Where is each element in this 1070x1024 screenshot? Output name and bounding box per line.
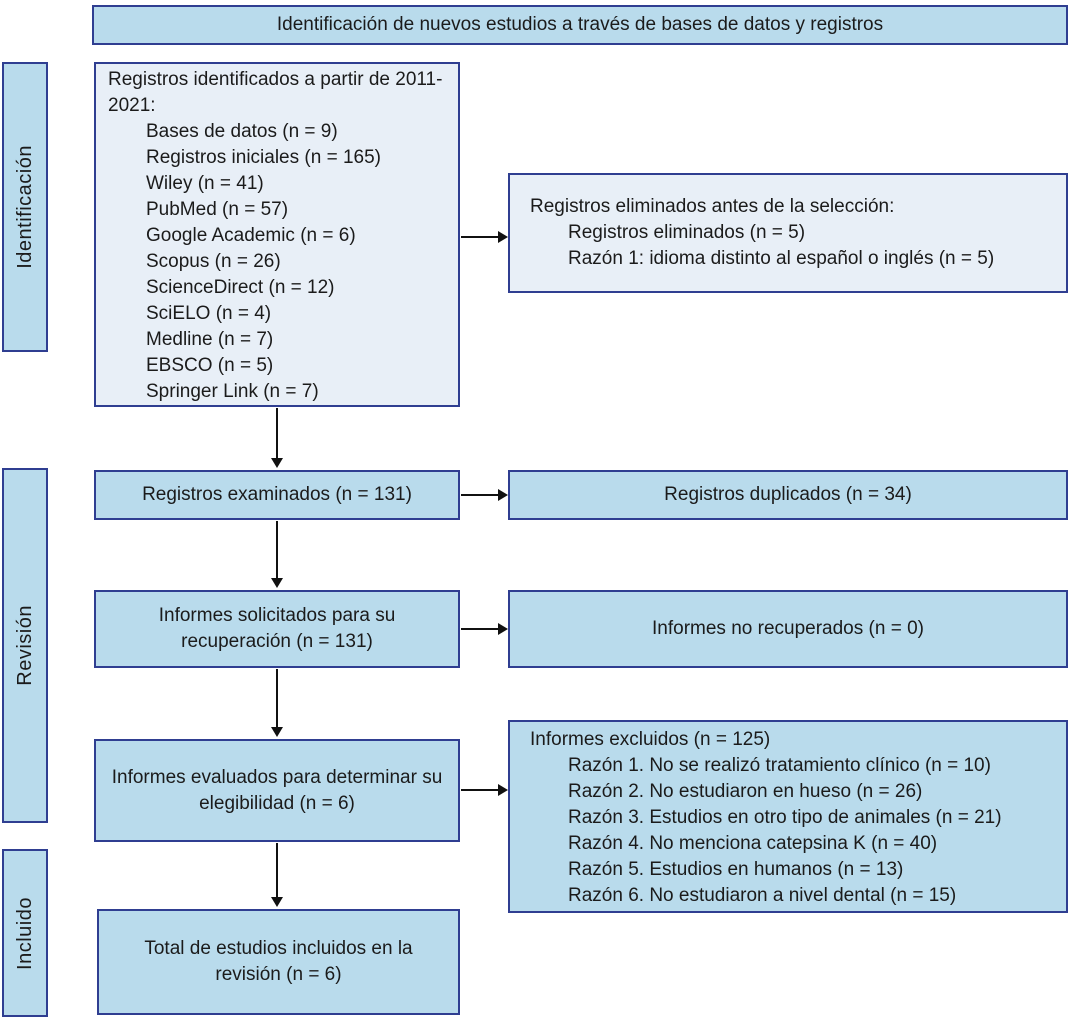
list-item: Razón 1. No se realizó tratamiento clínico (n = 10) bbox=[568, 755, 991, 776]
reports-sought-label: Informes solicitados para su recuperación (n = 131) bbox=[158, 605, 396, 652]
list-item: SciELO (n = 4) bbox=[146, 303, 272, 324]
phase-label-incluido: Incluido bbox=[13, 896, 36, 970]
studies-included-box bbox=[97, 909, 460, 1015]
reports-not-retrieved-box bbox=[508, 590, 1068, 668]
list-item: ScienceDirect (n = 12) bbox=[146, 277, 335, 298]
records-identified-heading: Registros identificados a partir de 2011-2021: bbox=[108, 69, 443, 116]
list-item: EBSCO (n = 5) bbox=[146, 355, 274, 376]
phase-label-revision: Revisión bbox=[13, 605, 36, 686]
list-item: Medline (n = 7) bbox=[146, 329, 274, 350]
list-item: Google Academic (n = 6) bbox=[146, 225, 356, 246]
arrow-right-assessed-to-excluded bbox=[461, 789, 498, 791]
records-screened-box bbox=[94, 470, 460, 520]
records-removed-box bbox=[508, 173, 1068, 293]
arrow-down-identified-to-screened bbox=[276, 408, 278, 458]
phase-bar-identificacion bbox=[2, 62, 48, 352]
phase-bar-incluido bbox=[2, 849, 48, 1017]
header-box bbox=[92, 5, 1068, 45]
list-item: Razón 2. No estudiaron en hueso (n = 26) bbox=[568, 781, 923, 802]
records-duplicated-label: Registros duplicados (n = 34) bbox=[664, 484, 912, 505]
reports-excluded-heading: Informes excluidos (n = 125) bbox=[530, 729, 771, 750]
phase-bar-revision bbox=[2, 468, 48, 823]
reports-assessed-label: Informes evaluados para determinar su elegibilidad (n = 6) bbox=[111, 766, 443, 814]
reports-assessed-box bbox=[94, 739, 460, 842]
list-item: Razón 4. No menciona catepsina K (n = 40) bbox=[568, 833, 938, 854]
arrow-right-identified-to-removed bbox=[461, 236, 498, 238]
list-item: Wiley (n = 41) bbox=[146, 173, 264, 194]
header-title: Identificación de nuevos estudios a través de bases de datos y registros bbox=[276, 14, 884, 35]
reports-sought-box bbox=[94, 590, 460, 668]
list-item: Razón 6. No estudiaron a nivel dental (n = 15) bbox=[568, 885, 957, 906]
phase-label-identificacion: Identificación bbox=[13, 145, 36, 269]
arrow-right-sought-to-notretrieved bbox=[461, 628, 498, 630]
list-item: Springer Link (n = 7) bbox=[146, 381, 319, 402]
records-screened-label: Registros examinados (n = 131) bbox=[142, 484, 412, 505]
records-removed-heading: Registros eliminados antes de la selección: bbox=[530, 196, 895, 217]
list-item: Scopus (n = 26) bbox=[146, 251, 281, 272]
arrow-down-sought-to-assessed bbox=[276, 669, 278, 727]
list-item: Razón 1: idioma distinto al español o inglés (n = 5) bbox=[568, 248, 995, 269]
studies-included-label: Total de estudios incluidos en la revisión (n = 6) bbox=[144, 938, 413, 985]
records-identified-box bbox=[94, 62, 460, 407]
list-item: Razón 3. Estudios en otro tipo de animales (n = 21) bbox=[568, 807, 1002, 828]
list-item: Registros eliminados (n = 5) bbox=[568, 222, 806, 243]
records-duplicated-box bbox=[508, 470, 1068, 520]
list-item: Razón 5. Estudios en humanos (n = 13) bbox=[568, 859, 904, 880]
arrow-down-screened-to-sought bbox=[276, 521, 278, 578]
list-item: Registros iniciales (n = 165) bbox=[146, 147, 381, 168]
arrow-right-screened-to-duplicates bbox=[461, 494, 498, 496]
reports-not-retrieved-label: Informes no recuperados (n = 0) bbox=[652, 618, 924, 639]
list-item: Bases de datos (n = 9) bbox=[146, 121, 338, 142]
arrow-down-assessed-to-included bbox=[276, 843, 278, 897]
reports-excluded-box bbox=[508, 720, 1068, 913]
list-item: PubMed (n = 57) bbox=[146, 199, 289, 220]
